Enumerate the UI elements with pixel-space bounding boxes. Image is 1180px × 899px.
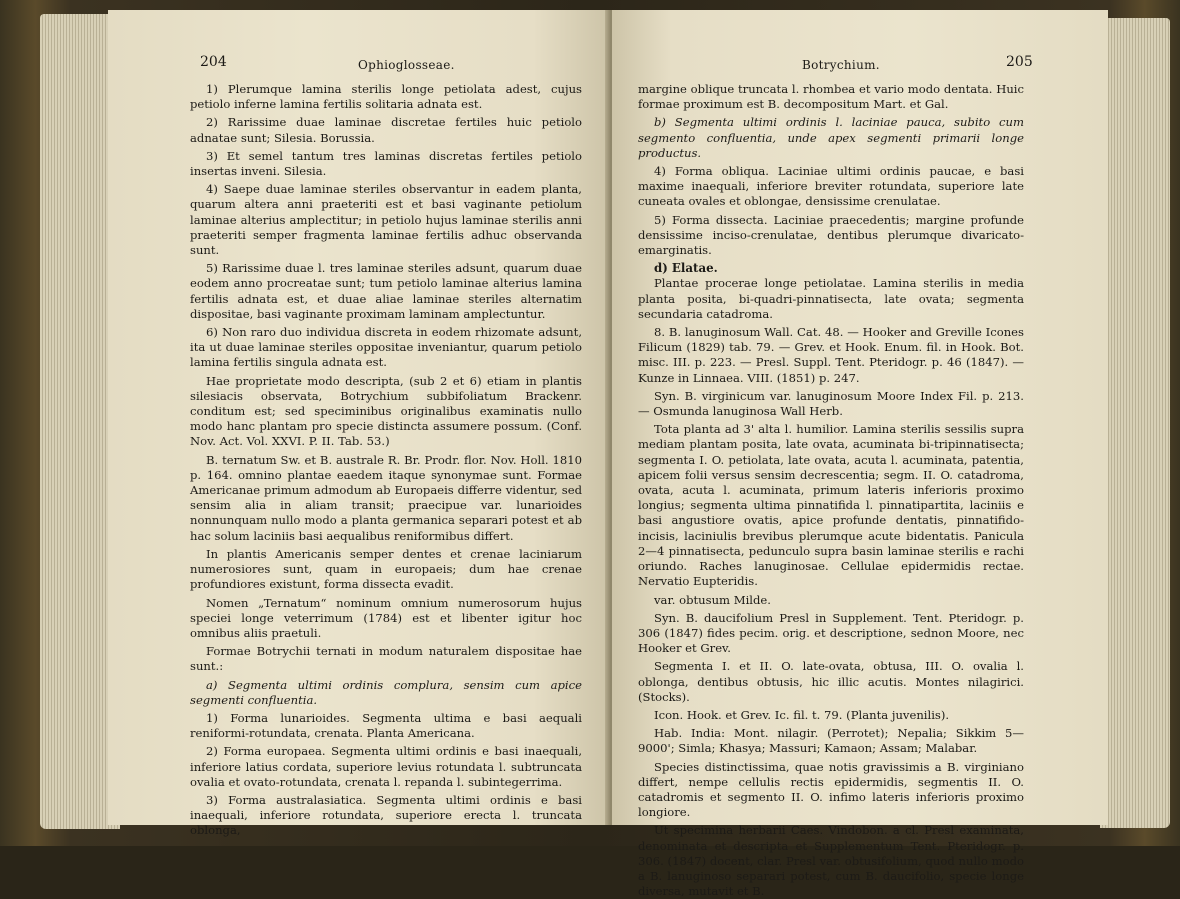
paragraph: 4) Forma obliqua. Laciniae ultimi ordinis paucae, e basi maxime inaequali, inferiore breviter rotundata, superiore late cuneata ovales et oblongae, densissime crenulatae. bbox=[638, 164, 1024, 209]
right-page-number: 205 bbox=[1006, 54, 1033, 70]
paragraph: Formae Botrychii ternati in modum naturalem dispositae hae sunt.: bbox=[190, 644, 582, 674]
paragraph: 6) Non raro duo individua discreta in eodem rhizomate adsunt, ita ut duae laminae steriles oppositae inveniantur, quarum petiolo lamina fertilis singula adnata est. bbox=[190, 325, 582, 370]
paragraph: a) Segmenta ultimi ordinis complura, sensim cum apice segmenti confluentia. bbox=[190, 677, 582, 707]
page-edges-right bbox=[1100, 18, 1170, 828]
paragraph: Species distinctissima, quae notis gravissimis a B. virginiano differt, nempe cellulis rectis epidermidis, segmentis II. O. catadromis et segmento II. O. infimo lateris inferioris proximo longiore. bbox=[638, 759, 1024, 820]
paragraph: Ut specimina herbarii Caes. Vindobon. a cl. Presl examinata, denominata et descripta et Supplementum Tent. Pteridogr. p. 306. (1847) docent, clar. Presl var. obtusifolium, quod nullo modo a B. lanuginoso separari potest, cum B. daucifolio, specie longe diversa, mutavit et B. bbox=[638, 823, 1024, 899]
icon-entry: Icon. Hook. et Grev. Ic. fil. t. 79. (Planta juvenilis). bbox=[654, 707, 950, 722]
paragraph: In plantis Americanis semper dentes et crenae laciniarum numerosiores sunt, quam in europaeis; dum hae crenae profundiores existunt, forma dissecta evadit. bbox=[190, 546, 582, 592]
paragraph: Hae proprietate modo descripta, (sub 2 et 6) etiam in plantis silesiacis observata, Botrychium subbifoliatum Brackenr. conditum est; sed speciminibus originalibus examinatis nullo modo hanc plantam pro specie distincta assumere possum. (Conf. Nov. Act. Vol. XXVI. P. II. Tab. 53.) bbox=[190, 373, 582, 449]
right-running-head: Botrychium. bbox=[802, 58, 880, 72]
paragraph: 5) Rarissime duae l. tres laminae steriles adsunt, quarum duae eodem anno procreatae sunt; tum petiolo laminae alterius lamina fertilis adnata est, et duae aliae laminae steriles alternatim dispositae, basi vaginante proximam laminam amplectuntur. bbox=[190, 261, 582, 321]
synonym-entry: Syn. B. virginicum var. lanuginosum Moore Index Fil. p. 213. — Osmunda lanuginosa Wall Herb. bbox=[638, 388, 1024, 419]
paragraph: 1) Forma lunarioides. Segmenta ultima e basi aequali reniformi-rotundata, crenata. Planta Americana. bbox=[190, 710, 582, 741]
paragraph: Segmenta I. et II. O. late-ovata, obtusa, III. O. ovalia l. oblonga, dentibus obtusis, hic illic acutis. Montes nilagirici. (Stocks). bbox=[638, 659, 1024, 704]
variety-entry: var. obtusum Milde. bbox=[654, 592, 771, 607]
paragraph: Nomen „Ternatum“ nominum omnium numerosorum hujus speciei longe veterrimum (1784) est et libenter igitur hoc omnibus aliis praetuli. bbox=[190, 595, 582, 640]
left-page bbox=[108, 10, 608, 838]
paragraph: 3) Et semel tantum tres laminas discretas fertiles petiolo insertas inveni. Silesia. bbox=[190, 148, 582, 179]
left-page-number: 204 bbox=[200, 54, 227, 70]
left-page-text bbox=[190, 82, 582, 839]
paragraph: b) Segmenta ultimi ordinis l. laciniae pauca, subito cum segmento confluentia, unde apex segmenti primarii longe productus. bbox=[638, 115, 1024, 160]
habitat-entry: Hab. India: Mont. nilagir. (Perrotet); Nepalia; Sikkim 5—9000'; Simla; Khasya; Massuri; Kamaon; Assam; Malabar. bbox=[638, 726, 1024, 756]
paragraph: B. ternatum Sw. et B. australe R. Br. Prodr. flor. Nov. Holl. 1810 p. 164. omnino plantae eaedem itaque synonymae sunt. Formae Americanae primum admodum ab Europaeis differre videntur, sed sensim alia in aliam transit; praecipue var. lunarioides nonnunquam nullo modo a planta germanica separari potest et ab hac solum laciniis basi aequalibus reniformibus differt. bbox=[190, 452, 582, 543]
paragraph: Plantae procerae longe petiolatae. Lamina sterilis in media planta posita, bi-quadri-pinnatisecta, late ovata; segmenta secundaria catadroma. bbox=[638, 276, 1024, 321]
paragraph: 2) Rarissime duae laminae discretae fertiles huic petiolo adnatae sunt; Silesia. Borussia. bbox=[190, 115, 582, 145]
synonym-entry: Syn. B. daucifolium Presl in Supplement. Tent. Pteridogr. p. 306 (1847) fides pecim. orig. et descriptione, sednon Moore, nec Hooker et Grev. bbox=[638, 610, 1024, 656]
paragraph: Tota planta ad 3' alta l. humilior. Lamina sterilis sessilis supra mediam plantam posita, late ovata, acuminata bi-tripinnatisecta; segmenta I. O. petiolata, late ovata, acuta l. acuminata, patentia, apicem folii versus sensim decrescentia; segm. II. O. catadroma, ovata, acuta l. acuminata, primum lateris inferioris proximo longius; segmenta ultima pinnatifida l. pinnatipartita, laciniis e basi angustiore ovatis, apice profunde dentatis, pinnatifido-incisis, laciniulis brevibus plerumque acute bidentatis. Panicula 2—4 pinnatisecta, pedunculo supra basin laminae sterilis e rachi oriundo. Raches lanuginosae. Cellulae epidermidis rectae. Nervatio Eupteridis. bbox=[638, 422, 1024, 589]
right-page bbox=[612, 10, 1108, 899]
paragraph: 1) Plerumque lamina sterilis longe petiolata adest, cujus petiolo inferne lamina fertilis solitaria adnata est. bbox=[190, 82, 582, 112]
right-page-text bbox=[638, 82, 1024, 899]
paragraph: 5) Forma dissecta. Laciniae praecedentis; margine profunde densissime inciso-crenulatae, dentibus plerumque divaricato-emarginatis. bbox=[638, 212, 1024, 258]
paragraph: 2) Forma europaea. Segmenta ultimi ordinis e basi inaequali, inferiore latius cordata, superiore levius rotundata l. subtruncata ovalia et ovato-rotundata, crenata l. repanda l. subintegerrima. bbox=[190, 744, 582, 789]
species-entry: 8. B. lanuginosum Wall. Cat. 48. — Hooker and Greville Icones Filicum (1829) tab. 79. — Grev. et Hook. Enum. fil. in Hook. Bot. misc. III. p. 223. — Presl. Suppl. Tent. Pteridogr. p. 46 (1847). — Kunze in Linnaea. VIII. (1851) p. 247. bbox=[638, 325, 1024, 385]
paragraph: 4) Saepe duae laminae steriles observantur in eadem planta, quarum altera anni praeteriti est et basi vaginante petiolum laminae alterius amplectitur; in petiolo hujus laminae sterilis anni praeteriti semper fragmenta laminae fertilis adhuc observanda sunt. bbox=[190, 182, 582, 258]
left-running-head: Ophioglosseae. bbox=[358, 58, 455, 72]
section-heading: d) Elatae. bbox=[654, 261, 718, 276]
paragraph: 3) Forma australasiatica. Segmenta ultimi ordinis e basi inaequali, inferiore rotundata, superiore erecta l. truncata oblonga, bbox=[190, 792, 582, 838]
paragraph: margine oblique truncata l. rhombea et vario modo dentata. Huic formae proximum est B. decompositum Mart. et Gal. bbox=[638, 82, 1024, 112]
